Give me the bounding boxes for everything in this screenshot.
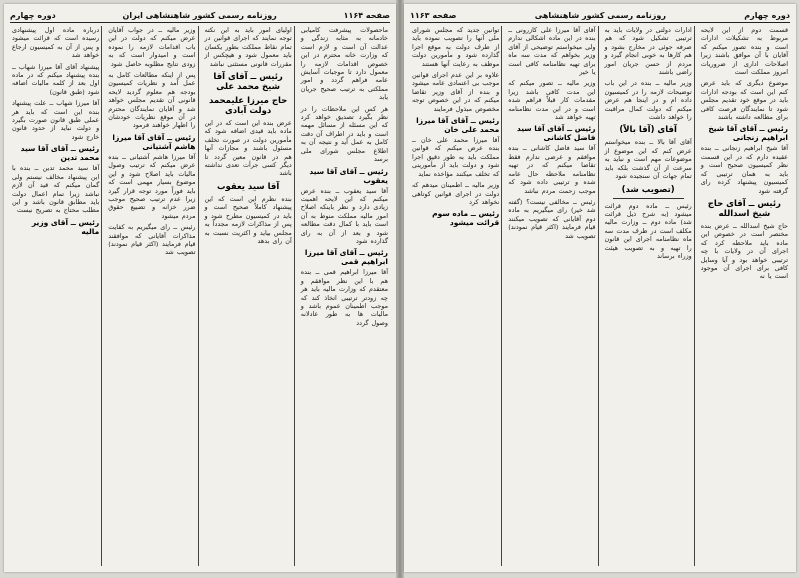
divider <box>613 198 684 199</box>
article-paragraph: آقا سید محمد تدین ــ بنده با این پیشنهاد مخالف نیستم ولی گمان میکنم که قید آن لازم نباشد زیرا تمام اعمال دولت باید مطابق قانون باشد و این مطلب محتاج به تصریح نیست <box>12 164 100 215</box>
article-paragraph: موضوع دیگری که باید عرض کنم این است که بودجه ادارات باید در موقع خود تقدیم مجلس شود تا نمایندگان فرصت کافی برای مطالعه داشته باشند <box>700 79 788 122</box>
article-paragraph: رئیس ــ رای میگیریم به کفایت مذاکرات آقایانی که موافقند قیام فرمایند (اکثر قیام نمودند) تصویب شد <box>108 223 196 257</box>
article-paragraph: آقا شیخ ابراهیم زنجانی ــ بنده عقیده دارم که در این قسمت نظر کمیسیون صحیح است و باید به همان ترتیبی که کمیسیون پیشنهاد کرده رای گرفته شود <box>700 144 788 195</box>
section-heading: (تصویب شد) <box>621 184 675 195</box>
article-paragraph: آقا سید فاضل کاشانی ــ بنده موافقم و عرضی ندارم فقط تقاضا میکنم که در تهیه نظامنامه ملاحظه حال عامه شده و ترتیبی داده شود که موجب زحمت مردم نباشد <box>508 144 596 195</box>
right-session-label: دوره چهارم <box>744 10 790 20</box>
left-page-columns <box>10 26 390 566</box>
article-paragraph: رئیس ــ ماده دوم قرائت میشود (به شرح ذیل قرائت شد) ماده دوم ــ وزارت مالیه مکلف است در ظرف مدت سه ماه نظامنامه اجرای این قانون را تهیه و به تصویب هیئت وزراء برساند <box>604 201 692 260</box>
right-newspaper-title: روزنامه رسمی کشور شاهنشاهی <box>534 10 666 20</box>
speaker-heading: رئیس ــ آقای آقا سید محمد تدین <box>20 144 100 163</box>
article-paragraph: آقا میرزا محمد علی خان ــ بنده عرض میکنم که قوانین مملکت باید به طور دقیق اجرا شود و دولت باید از مأمورینی که تخلف میکنند مؤاخذه نماید <box>412 136 500 178</box>
left-session-label: دوره چهارم <box>10 10 56 20</box>
speaker-heading: رئیس ــ ماده سوم قرائت میشود <box>432 209 500 228</box>
section-heading: رئیس ــ آقای آقا شیخ محمد علی <box>213 72 283 93</box>
article-paragraph: عرض بنده این است که در این ماده باید قیدی اضافه شود که مأمورین دولت در صورت تخلف مسئول باشند و مجازات آنها هم در قانون معین گردد تا دیگر کسی جرأت تعدی نداشته باشد <box>204 119 292 178</box>
speaker-heading: رئیس ــ آقای آقا میرزا ابراهیم قمی <box>304 248 388 267</box>
article-paragraph: پیشنهاد آقای آقا میرزا شهاب ــ بنده پیشنهاد میکنم که در ماده اول بعد از کلمه مالیات اضافه شود (طبق قانون) <box>12 62 100 96</box>
right-page <box>404 4 796 572</box>
article-paragraph: آقا میرزا ابراهیم قمی ــ بنده هم با این نظر موافقم و معتقدم که وزارت مالیه باید هر چه زودتر ترتیبی اتخاذ کند که موجب اطمینان عموم باشد و مالیات ها به طور عادلانه وصول گردد <box>300 268 388 327</box>
left-column-1 <box>299 26 390 566</box>
speaker-heading: رئیس ــ آقای وزیر مالیه <box>31 217 100 236</box>
right-page-header <box>410 8 790 23</box>
left-column-2 <box>203 26 295 566</box>
speaker-heading: رئیس ــ آقای آقا سید یعقوب <box>309 166 388 185</box>
article-paragraph: علاوه بر این عدم اجرای قوانین موجب بی اعتمادی عامه میشود و بنده از آقای وزیر تقاضا میکنم که در این خصوص توجه مخصوص مبذول فرمایند <box>412 71 500 113</box>
speaker-heading: رئیس ــ آقای آقا سید فاضل کاشانی <box>516 124 596 143</box>
left-page <box>4 4 396 572</box>
article-paragraph: آقا میرزا شهاب ــ علت پیشنهاد بنده این است که باید هر عملی طبق قانون صورت بگیرد و دولت نباید از حدود قانون خارج شود <box>12 99 100 141</box>
article-paragraph: آقا سید یعقوب ــ بنده عرض میکنم که این لایحه اهمیت زیادی دارد و نظر باینکه اصلاح امور مالیه مملکت منوط به آن است باید با کمال دقت مطالعه شود و بعد از آن به رای گذارده شود <box>300 186 388 245</box>
right-column-2 <box>603 26 695 566</box>
speaker-heading: رئیس ــ آقای آقا شیخ ابراهیم زنجانی <box>708 124 788 143</box>
article-paragraph: حاج شیخ اسدالله ــ عرض بنده مختصر است در خصوص این ماده باید ملاحظه کرد که اجرای آن در ولایات با چه ترتیبی خواهد بود و آیا وسایل کافی برای اجرای آن موجود است یا نه <box>700 221 788 281</box>
speaker-heading: رئیس ــ آقای آقا میرزا هاشم آشتیانی <box>112 132 196 151</box>
left-page-number: صفحه ۱۱۶۴ <box>343 10 390 20</box>
left-column-3 <box>106 26 198 566</box>
article-paragraph: وزیر مالیه ــ در جواب آقایان عرض میکنم که دولت در این باب اقدامات لازمه را نموده است و امیدوار است که به زودی نتایج مطلوبه حاصل شود <box>108 26 196 68</box>
article-paragraph: وزیر مالیه ــ اطمینان میدهم که دولت در اجرای قوانین کوتاهی نخواهد کرد <box>412 181 500 206</box>
article-paragraph: ادارات دولتی در ولایات باید به ترتیبی تشکیل شود که هم صرفه جوئی در مخارج بشود و هم کارها به خوبی انجام گیرد و مردم از حسن جریان امور راضی باشند <box>604 26 692 77</box>
left-column-4 <box>10 26 102 566</box>
article-paragraph: آقای آقا بالا ــ بنده میخواستم عرض کنم که این موضوع از موضوعات مهم است و نباید به سرعت از آن گذشت بلکه باید تمام جهات آن سنجیده شود <box>604 138 692 181</box>
article-paragraph: رئیس ــ مخالفی نیست؟ (گفته شد خیر) رای میگیریم به ماده دوم آقایانی که تصویب میکنند قیام فرمایند (اکثر قیام نمودند) تصویب شد <box>508 197 596 240</box>
article-paragraph: اولیای امور باید به این نکته توجه نمایند که اجرای قوانین در تمام نقاط مملکت بطور یکسان باید معمول شود و هیچکس از مقررات قانونی مستثنی نباشد <box>204 26 292 68</box>
section-heading: آقای (آقا بالاً) <box>619 125 677 136</box>
book-spine <box>396 0 404 578</box>
article-paragraph: وزیر مالیه ــ بنده در این باب توضیحات لازمه را در کمیسیون داده ام و در اینجا هم عرض میکنم که دولت کمال مراقبت را خواهد داشت <box>604 79 692 122</box>
article-paragraph: توانین جدید که مجلس شورای ملی آنها را تصویب نموده باید از طرف دولت به موقع اجرا گذارده شود و مأمورین دولت موظف به رعایت آنها هستند <box>412 26 500 68</box>
article-paragraph: آقای آقا میرزا علی کازرونی ــ بنده در این ماده اشکالی ندارم ولی میخواستم توضیحی از آقای وزیر بخواهم که مدت سه ماه برای تهیه نظامنامه کافی است یا خیر <box>508 26 596 77</box>
article-paragraph: درباره ماده اول پیشنهادی رسیده است که قرائت میشود و پس از آن به کمیسیون ارجاع خواهد شد <box>12 26 100 60</box>
left-newspaper-title: روزنامه رسمی کشور شاهنشاهی ایران <box>122 10 277 20</box>
article-paragraph: پس از اینکه مطالعات کامل به عمل آمد و نظریات کمیسیون بودجه هم معلوم گردید لایحه قانونی آن تقدیم مجلس خواهد شد و آقایان نمایندگان محترم در آن موقع نظریات خودشان را اظهار خواهند فرمود <box>108 71 196 130</box>
speaker-heading: رئیس ــ آقای آقا میرزا محمد علی خان <box>416 116 500 135</box>
left-page-header <box>10 8 390 23</box>
section-heading: آقا سید یعقوب <box>216 181 280 192</box>
article-paragraph: آقا میرزا هاشم آشتیانی ــ بنده عرض میکنم که ترتیب وصول مالیات باید اصلاح شود و این موضوع بسیار مهمی است که باید فوراً مورد توجه قرار گیرد زیرا عدم ترتیب صحیح موجب ضرر خزانه و تضییع حقوق مردم میشود <box>108 152 196 220</box>
right-page-columns <box>410 26 790 566</box>
section-heading: رئیس ــ آقای حاج شیخ اسدالله <box>707 198 781 219</box>
right-column-3 <box>506 26 598 566</box>
article-paragraph: بنده نظرم این است که این پیشنهاد کاملاً صحیح است و باید در کمیسیون مطرح شود و پس از مذاکرات لازمه مجدداً به مجلس بیاید و اکثریت نسبت به آن رای بدهد <box>204 194 292 245</box>
article-paragraph: وزیر مالیه ــ تصور میکنم که این مدت کافی باشد زیرا مقدمات کار قبلاً فراهم شده است و در این مدت نظامنامه تهیه خواهد شد <box>508 79 596 122</box>
section-heading: حاج میرزا علیمحمد دولت آبادی <box>208 96 288 117</box>
article-paragraph: هر کس این ملاحظات را در نظر بگیرد تصدیق خواهد کرد که این مسئله از مسائل مهمه است و باید در اطراف آن دقت کامل به عمل آید و نتیجه آن به اطلاع مجلس شورای ملی برسد <box>300 104 388 164</box>
article-paragraph: ماحصولات پیشرفت کامیابی خادمانه به مثابه زندگی و عدالت آن است و لازم است که وزارت خانه محترم در این خصوص اقدامات لازمه را معمول دارد تا موجبات آسایش عامه فراهم گردد و امور مملکتی به ترتیب صحیح جریان یابد <box>300 26 388 102</box>
right-page-number: صفحه ۱۱۶۳ <box>410 10 457 20</box>
right-column-4 <box>410 26 502 566</box>
right-column-1 <box>699 26 790 566</box>
article-paragraph: قسمت دوم از این لایحه مربوط به تشکیلات ادارات است و بنده تصور میکنم که آقایان با آن موافق باشند زیرا اصلاحات اداری از ضروریات امروز مملکت است <box>700 26 788 77</box>
